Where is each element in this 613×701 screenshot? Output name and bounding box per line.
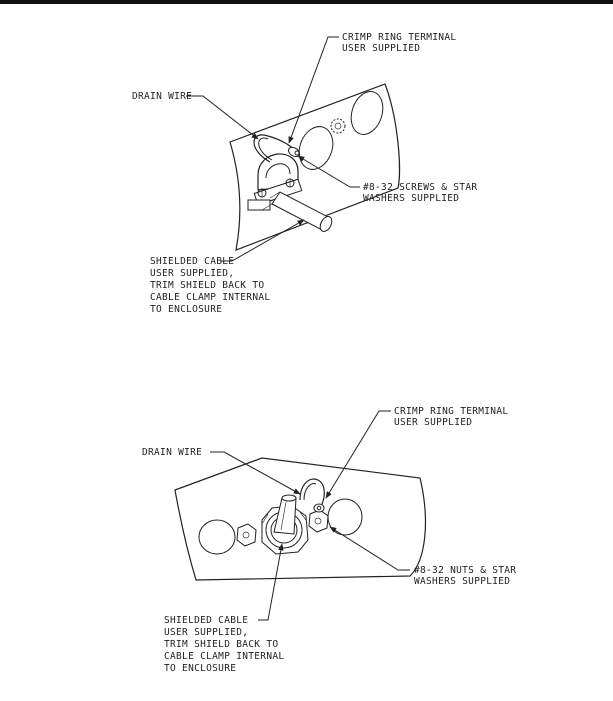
label-crimp-2-line1: CRIMP RING TERMINAL [394,406,509,417]
label-cable-1-line2: USER SUPPLIED, [150,268,235,279]
drain-wire-2 [300,479,324,512]
label-cable-2-line2: USER SUPPLIED, [164,627,249,638]
nut-left-2 [237,524,256,546]
label-cable-2-line5: TO ENCLOSURE [164,663,237,674]
label-screws-1 [363,182,483,204]
label-shielded-cable-1 [150,256,276,315]
label-nuts-2 [414,565,522,587]
label-nuts-2-line1: #8-32 NUTS & STAR [414,565,517,576]
label-drain-wire-1: DRAIN WIRE [132,91,193,102]
panel-hole-1b [346,87,388,138]
leader-crimp-1 [289,37,339,143]
label-cable-2-line4: CABLE CLAMP INTERNAL [164,651,285,662]
panel-hole-2a [199,520,235,554]
label-crimp-1-line1: CRIMP RING TERMINAL [342,32,457,43]
leader-cable-2 [258,544,282,620]
label-crimp-1-line2: USER SUPPLIED [342,43,421,54]
label-crimp-2-line2: USER SUPPLIED [394,417,473,428]
star-washer-1 [331,119,345,133]
leader-drain-2 [210,452,300,494]
figure-1-screw-assembly [132,32,483,315]
panel-hole-2b [328,499,362,535]
label-crimp-terminal-2 [394,406,514,428]
leader-crimp-2 [326,411,391,498]
leader-drain-1 [186,96,258,139]
label-cable-1-line3: TRIM SHIELD BACK TO [150,280,265,291]
label-cable-2-line3: TRIM SHIELD BACK TO [164,639,279,650]
drain-wire-1 [254,135,301,162]
label-cable-2-line1: SHIELDED CABLE [164,615,249,626]
leader-nuts-2 [330,527,410,570]
label-cable-1-line5: TO ENCLOSURE [150,304,223,315]
label-screws-1-line1: #8-32 SCREWS & STAR [363,182,478,193]
nut-right-2 [309,510,328,532]
label-crimp-terminal-1 [342,32,462,54]
label-shielded-cable-2 [164,615,290,674]
label-cable-1-line4: CABLE CLAMP INTERNAL [150,292,271,303]
label-screws-1-line2: WASHERS SUPPLIED [363,193,460,204]
label-drain-wire-2: DRAIN WIRE [142,447,203,458]
label-nuts-2-line2: WASHERS SUPPLIED [414,576,511,587]
label-cable-1-line1: SHIELDED CABLE [150,256,235,267]
figure-2-nut-assembly [142,406,522,674]
leader-screws-1 [298,156,360,187]
